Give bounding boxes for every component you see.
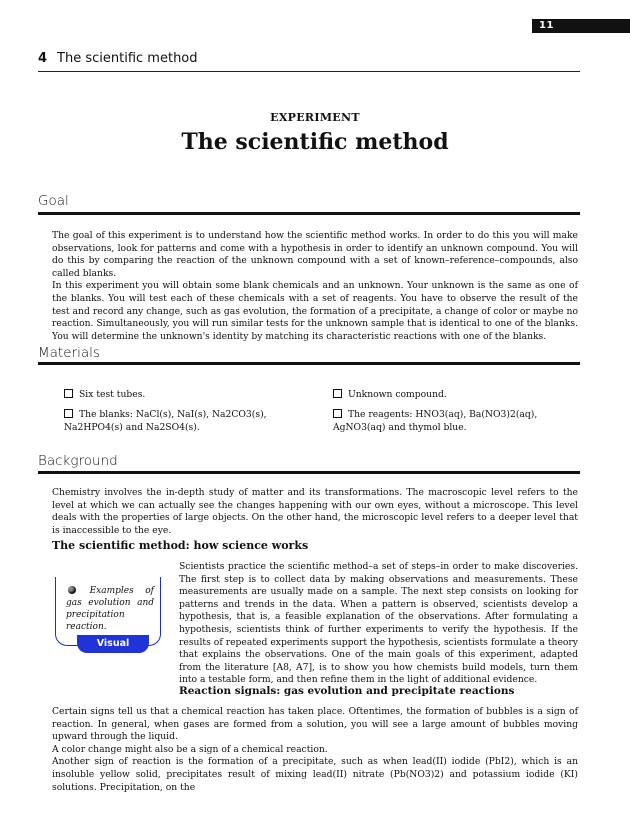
page-number: 11	[539, 20, 554, 31]
running-header	[38, 51, 198, 66]
goal-paragraph-1: The goal of this experiment is to understand how the scientific method works. In order to do this you will make observations, look for patterns and come with a hypothesis in order to identify an unknown compound. You will do this by comparing the reaction of the unknown compound with a set of known–reference–compounds, also called blanks.	[52, 230, 578, 279]
goal-heading: Goal	[38, 193, 69, 209]
checkbox-icon	[333, 389, 342, 398]
visual-badge[interactable]: Visual	[77, 635, 149, 653]
goal-rule	[38, 212, 580, 215]
scientific-method-text: Scientists practice the scientific method–a set of steps–in order to make discoveries. The first step is to collect data by making observations and measurements. These measurements are usually made on a sample. The next step consists on looking for patterns and trends in the data. When a pattern is observed, scientists develop a hypothesis, that is, a feasible explanation of the observations. After formulating a hypothesis, scientists think of further experiments to verify the hypothesis. If the results of repeated experiments support the hypothesis, scientists formulate a theory that explains the observations. One of the main goals of this experiment, adapted from the literature [A8, A7], is to show you how chemists build models, turn them into a testable form, and then refine them in the light of additional evidence.	[179, 561, 578, 686]
globe-icon	[68, 586, 76, 594]
chapter-title: The scientific method	[57, 51, 198, 66]
checkbox-icon	[64, 409, 73, 418]
checkbox-icon	[333, 409, 342, 418]
material-item: Six test tubes.	[64, 389, 314, 402]
background-rule	[38, 471, 580, 474]
materials-heading: Materials	[38, 345, 100, 361]
material-item: Unknown compound.	[333, 389, 583, 402]
visual-card[interactable]	[52, 575, 168, 659]
page-number-bar	[532, 19, 630, 33]
background-heading: Background	[38, 453, 118, 469]
goal-paragraph-2: In this experiment you will obtain some blank chemicals and an unknown. Your unknown is the same as one of the blanks. You will test each of these chemicals with a set of reagents. You have to observe the result of the test and record any change, such as gas evolution, the formation of a precipitate, a change of color or maybe no reaction. Simultaneously, you will run similar tests for the unknown sample that is identical to one of the blanks. You will determine the unknown's identity by matching its characteristic reactions with one of the blanks.	[52, 280, 578, 342]
background-paragraph-1: Chemistry involves the in-depth study of matter and its transformations. The macroscopic level refers to the level at which we can actually see the changes happening with our own eyes, without a microscope. This level deals with the properties of large objects. On the other hand, the microscopic level refers to a deeper level that is inaccessible to the eye.	[52, 487, 578, 536]
goal-text	[52, 230, 578, 343]
materials-rule	[38, 362, 580, 365]
experiment-kicker: EXPERIMENT	[270, 111, 360, 124]
page-title: The scientific method	[181, 129, 449, 155]
visual-caption: Examples of gas evolution and precipitation reaction.	[66, 586, 154, 632]
scientific-method-subheading: The scientific method: how science works	[52, 539, 309, 552]
header-rule	[38, 71, 580, 72]
material-item: The reagents: HNO3(aq), Ba(NO3)2(aq), AgNO3(aq) and thymol blue.	[333, 409, 538, 433]
reaction-paragraph-1: Certain signs tell us that a chemical reaction has taken place. Oftentimes, the formation of bubbles is a sign of reaction. In general, when gases are formed from a solution, you will see a large amount of bubbles moving upward through the liquid.	[52, 706, 578, 743]
reaction-signals-text	[52, 706, 578, 794]
material-item: The blanks: NaCl(s), NaI(s), Na2CO3(s), Na2HPO4(s) and Na2SO4(s).	[64, 409, 267, 433]
reaction-signals-subheading: Reaction signals: gas evolution and precipitate reactions	[179, 685, 515, 697]
chapter-number: 4	[38, 51, 48, 66]
reaction-paragraph-2: A color change might also be a sign of a chemical reaction.	[52, 743, 328, 755]
checkbox-icon	[64, 389, 73, 398]
reaction-paragraph-3: Another sign of reaction is the formation of a precipitate, such as when lead(II) iodide (PbI2), which is an insoluble yellow solid, precipitates result of mixing lead(II) nitrate (Pb(NO3)2) and potassium iodide (KI) solutions. Precipitation, on the	[52, 756, 578, 793]
